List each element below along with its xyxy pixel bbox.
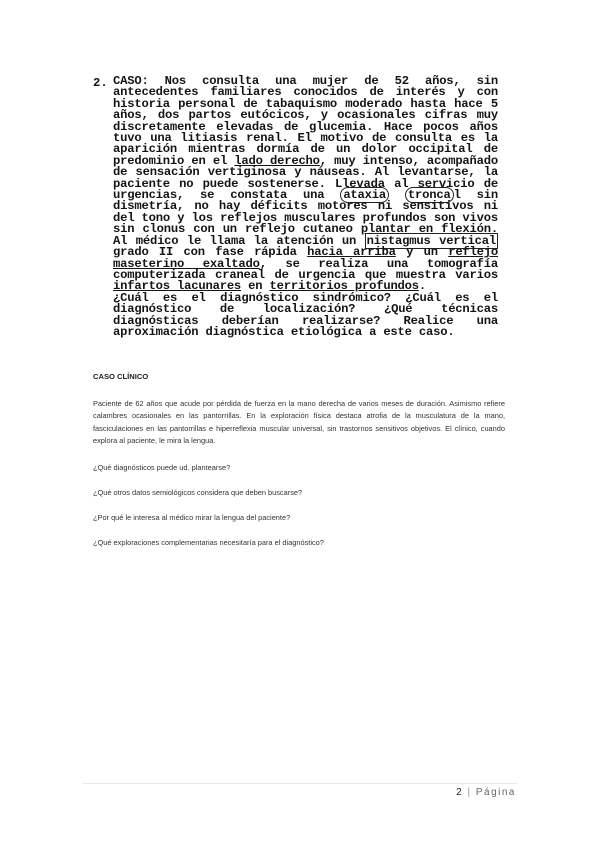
scanned-case-text xyxy=(113,76,498,338)
annotated-term-ul: territorios profundos xyxy=(269,279,419,294)
footer-divider xyxy=(83,783,517,784)
case-text-run: . Al médico le llama la atención un xyxy=(113,222,499,248)
annotated-term-oval: tronca xyxy=(405,187,454,203)
case-text-run: grado II con fase rápida xyxy=(113,245,308,260)
annotated-term-ul: infartos lacunares xyxy=(113,279,242,294)
question-2: ¿Qué otros datos semiológicos considera que deben buscarse? xyxy=(93,487,303,497)
annotated-term-ul: lado derecho xyxy=(234,153,320,168)
case-text-run: l sin dismetría, no hay déficits motores ni sensitivos ni del tono y los reflejos musculares profundos son vivos sin clonus con un reflejo cutaneo xyxy=(113,188,498,237)
clinical-case-section xyxy=(93,372,505,563)
case-text-run: y un xyxy=(395,245,449,260)
question-3: ¿Por qué le interesa al médico mirar la lengua del paciente? xyxy=(93,512,291,522)
page-number xyxy=(456,787,516,798)
annotated-term-ul: plantar en flexión xyxy=(360,222,491,237)
page-word: Página xyxy=(475,787,516,798)
annotated-term-box: nistagmus vertical xyxy=(366,233,496,248)
case-body: Paciente de 62 años que acude por pérdida de fuerza en la mano derecha de varios meses de duración. Asimismo refiere calambres ocasionales en las pantorrillas. En la exploración física destaca atrofia de la musculatura de la mano, fasciculaciones en las pantorrillas e hiperreflexia muscular universal, sin trastornos sensitivos objetivos. El clínico, cuando explora al paciente, le mira la lengua. xyxy=(93,399,505,446)
page-number-value: 2 xyxy=(456,787,464,798)
annotated-term-ul: reflejo maseterino exaltado xyxy=(113,245,498,271)
annotated-term-oval: ataxia xyxy=(340,187,389,203)
case-number: 2. xyxy=(93,76,108,90)
case-text-run: CASO: Nos consulta una mujer de 52 años, sin antecedentes familiares conocidos de interés y con historia personal de tabaquismo moderado hasta hace 5 años, dos partos eutócicos, y ocasionales cifras muy discretamente elevadas de glucemia. Hace pocos años tuvo una litiasis renal. El motivo de consulta es la aparición mientras dormía de un dolor occipital de predominio en el xyxy=(113,74,498,168)
case-paragraph xyxy=(113,76,498,293)
page-separator: | xyxy=(467,787,472,798)
case-text-run: . xyxy=(418,279,427,294)
page-footer xyxy=(0,770,599,800)
case-text-run: , muy intenso, acompañado de sensación vertiginosa y náuseas. Al levantarse, la paciente no puede sostenerse. Llevada al servicio de urgencias, se constata una xyxy=(113,153,499,203)
question-4: ¿Qué exploraciones complementarias necesitaría para el diagnóstico? xyxy=(93,537,324,547)
annotated-term-ul: hacia arriba xyxy=(307,245,396,260)
case-questions: ¿Cuál es el diagnóstico sindrómico? ¿Cuál es el diagnóstico de localización? ¿Qué técnicas diagnósticas deberían realizarse? Realice una aproximación diagnóstica etiológica a este caso. xyxy=(113,290,498,339)
section-title: CASO CLÍNICO xyxy=(93,372,149,381)
case-text-run: en xyxy=(241,279,270,294)
case-text-run: , se realiza una tomografía computerizada craneal de urgencia que muestra varios xyxy=(113,256,498,282)
question-1: ¿Qué diagnósticos puede ud. plantearse? xyxy=(93,462,231,472)
